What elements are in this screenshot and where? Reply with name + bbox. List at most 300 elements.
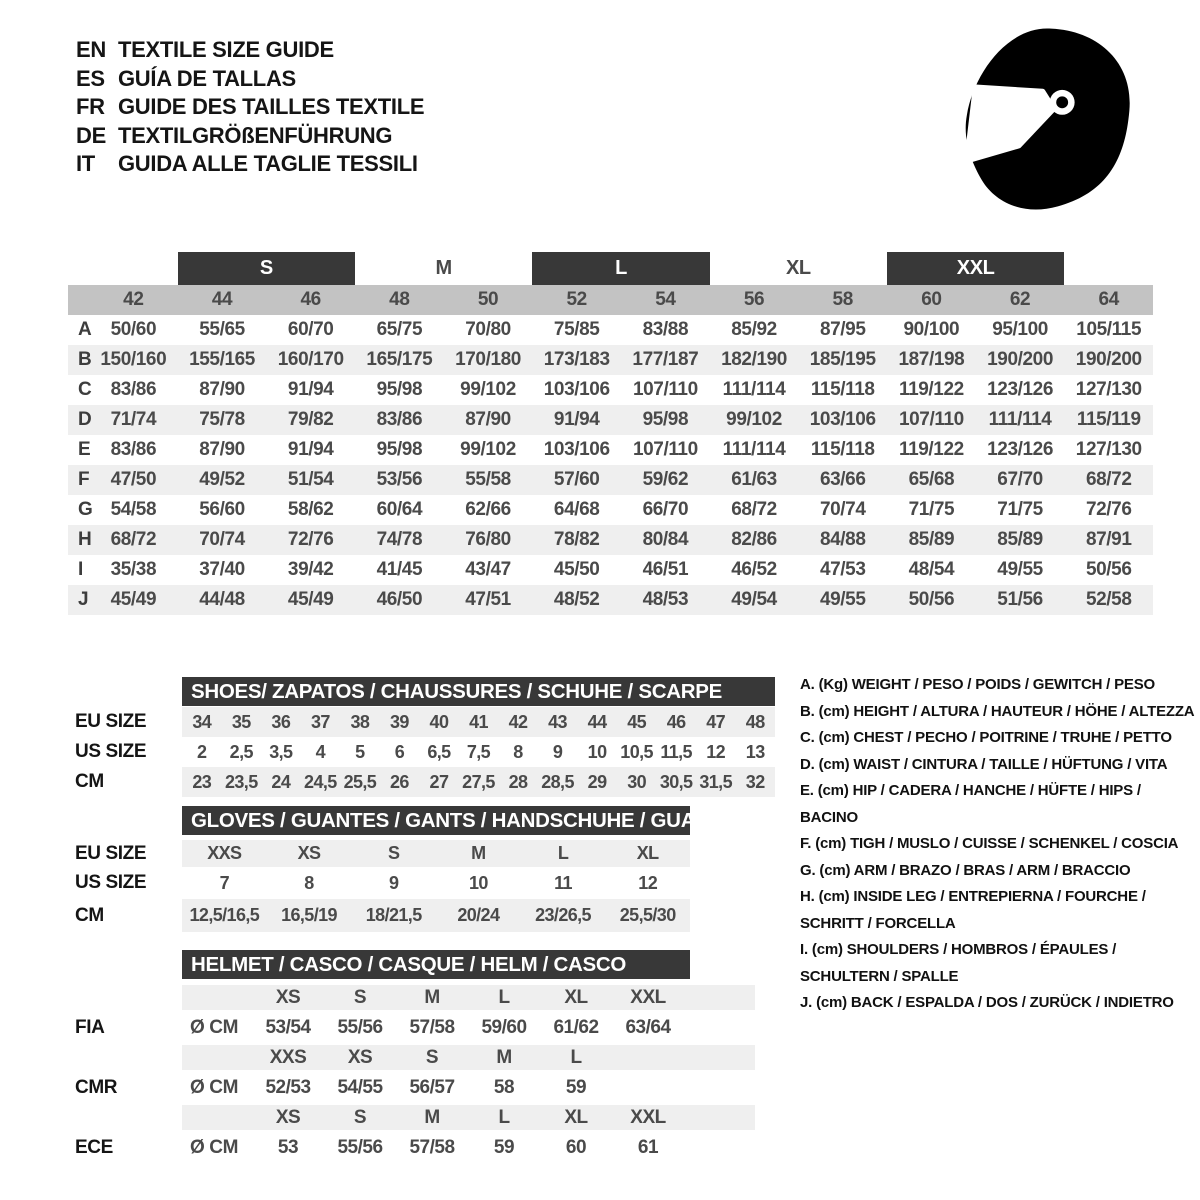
legend-item: D. (cm) WAIST / CINTURA / TAILLE / HÜFTUNG / VITA <box>800 755 1168 773</box>
size-cell: 37/40 <box>199 559 245 580</box>
unit-column-spacer <box>182 1045 252 1070</box>
size-cell: 43/47 <box>465 559 511 580</box>
size-cell: 160/170 <box>277 349 344 370</box>
value-cell: 37 <box>310 711 330 732</box>
size-cell: 80/84 <box>642 529 689 550</box>
value-cell: 23,5 <box>224 771 258 792</box>
size-cell: 190/200 <box>1075 349 1142 370</box>
size-column-header: 64 <box>1098 289 1119 310</box>
value-cell: 26 <box>390 771 409 792</box>
row-label: J <box>78 589 89 610</box>
language-title: TEXTILE SIZE GUIDE <box>118 37 334 62</box>
value-cell: XXS <box>207 843 242 863</box>
size-cell: 83/86 <box>110 379 157 400</box>
value-cell: S <box>387 843 400 863</box>
value-cell: 27 <box>429 771 449 792</box>
helmet-size-header: XS <box>347 1046 373 1068</box>
value-cell: 44 <box>587 711 607 732</box>
size-cell: 107/110 <box>632 439 698 460</box>
value-cell: 6,5 <box>427 741 451 762</box>
size-column-header: 62 <box>1009 289 1031 310</box>
size-group-xl: XL <box>785 257 811 279</box>
value-cell: 2,5 <box>229 741 253 762</box>
size-cell: 76/80 <box>465 529 511 550</box>
table-row <box>75 867 690 899</box>
value-cell: M <box>471 843 486 863</box>
value-cell: 10 <box>468 872 488 893</box>
helmet-size-header: M <box>424 986 440 1008</box>
values-strip <box>182 1130 755 1165</box>
size-cell: 66/70 <box>642 499 689 520</box>
value-cell: 48 <box>745 711 765 732</box>
helmet-size-header: L <box>498 1106 510 1128</box>
diameter-unit-label: Ø CM <box>190 1136 239 1158</box>
size-group-gap <box>1064 252 1153 285</box>
size-cell: 173/183 <box>543 349 610 370</box>
helmet-value-cell: 59/60 <box>481 1016 527 1038</box>
row-label: CM <box>75 904 104 926</box>
language-row <box>76 65 424 94</box>
size-cell: 52/58 <box>1085 589 1132 610</box>
size-cell: 71/75 <box>908 499 955 520</box>
unit-column-spacer <box>182 1105 252 1130</box>
value-cell: 43 <box>548 711 567 732</box>
helmet-size-header: S <box>425 1046 439 1068</box>
size-cell: 111/114 <box>722 439 786 460</box>
language-code: EN <box>76 37 106 62</box>
diameter-unit-label: Ø CM <box>190 1016 239 1038</box>
value-cell: 12 <box>638 872 658 893</box>
size-group-gap <box>89 252 178 285</box>
values-strip <box>182 1010 755 1045</box>
helmet-values-row <box>75 1130 755 1165</box>
size-cell: 84/88 <box>819 529 866 550</box>
size-cell: 45/49 <box>287 589 334 610</box>
size-cell: 119/122 <box>898 379 964 400</box>
helmet-value-cell: 60 <box>565 1136 587 1158</box>
value-cell: 3,5 <box>269 741 293 762</box>
helmet-value-cell: 53 <box>277 1136 299 1158</box>
size-column-header: 42 <box>123 289 144 310</box>
size-group-m: M <box>435 257 452 279</box>
language-code: DE <box>76 122 106 148</box>
size-cell: 50/56 <box>908 589 955 610</box>
size-cell: 105/115 <box>1076 319 1142 340</box>
value-cell: 13 <box>745 741 765 762</box>
language-title: GUÍA DE TALLAS <box>118 65 296 91</box>
size-cell: 53/56 <box>376 469 423 490</box>
measurement-legend <box>800 672 1200 1017</box>
row-label: CM <box>75 771 104 792</box>
size-cell: 123/126 <box>987 439 1053 460</box>
size-cell: 123/126 <box>987 379 1053 400</box>
size-cell: 46/51 <box>642 559 689 580</box>
legend-item: J. (cm) BACK / ESPALDA / DOS / ZURÜCK / INDIETRO <box>800 994 1174 1011</box>
value-cell: XS <box>297 843 321 863</box>
size-columns-band <box>68 285 1153 315</box>
value-cell: 6 <box>394 741 405 762</box>
sizes-strip <box>182 985 755 1010</box>
size-column-header: 60 <box>921 289 942 310</box>
size-cell: 50/56 <box>1085 559 1132 580</box>
table-row <box>75 767 775 797</box>
size-cell: 44/48 <box>199 589 245 610</box>
value-cell: 45 <box>627 711 647 732</box>
size-cell: 85/89 <box>997 529 1043 550</box>
values-strip <box>182 1070 755 1105</box>
size-cell: 74/78 <box>376 529 423 550</box>
standard-label-spacer <box>75 1105 182 1130</box>
language-header <box>76 36 424 179</box>
table-row <box>75 707 775 737</box>
sizes-strip <box>182 1045 755 1070</box>
value-cell: 11 <box>554 872 572 893</box>
helmet-value-cell: 55/56 <box>337 1016 383 1038</box>
size-table-row <box>68 375 1153 405</box>
helmet-size-header: S <box>353 1106 367 1128</box>
standard-label-ece: ECE <box>75 1136 113 1158</box>
size-cell: 99/102 <box>460 379 516 400</box>
size-cell: 107/110 <box>898 409 964 430</box>
value-cell: 25,5 <box>343 771 377 792</box>
helmet-size-header: XXS <box>269 1046 307 1068</box>
size-table-row <box>68 405 1153 435</box>
unit-column-spacer <box>182 985 252 1010</box>
size-cell: 72/76 <box>1085 499 1132 520</box>
size-cell: 170/180 <box>455 349 521 370</box>
value-cell: 38 <box>350 711 370 732</box>
size-cell: 119/122 <box>898 439 964 460</box>
value-cell: 29 <box>587 771 607 792</box>
sizes-strip <box>182 1105 755 1130</box>
row-label: EU SIZE <box>75 711 147 732</box>
size-cell: 91/94 <box>287 439 334 460</box>
size-cell: 59/62 <box>642 469 689 490</box>
size-cell: 70/80 <box>465 319 511 340</box>
size-cell: 182/190 <box>721 349 787 370</box>
size-group-l: L <box>532 252 709 285</box>
size-column-header: 56 <box>743 289 765 310</box>
size-cell: 65/75 <box>376 319 423 340</box>
value-cell: 8 <box>513 741 523 762</box>
size-table-row <box>68 585 1153 615</box>
row-label: D <box>78 409 92 430</box>
helmet-size-header: L <box>498 986 510 1008</box>
size-cell: 87/90 <box>199 439 245 460</box>
value-cell: 47 <box>706 711 726 732</box>
size-cell: 87/91 <box>1085 529 1132 550</box>
size-cell: 48/52 <box>553 589 600 610</box>
legend-item: I. (cm) SHOULDERS / HOMBROS / ÉPAULES / SCHULTERN / SPALLE <box>800 941 1117 985</box>
value-cell: 42 <box>508 711 528 732</box>
size-cell: 95/98 <box>376 379 423 400</box>
helmet-size-header: XL <box>564 986 588 1008</box>
value-cell: 16,5/19 <box>281 905 337 925</box>
value-cell: L <box>557 843 569 863</box>
size-cell: 111/114 <box>988 409 1052 430</box>
size-column-header: 46 <box>300 289 321 310</box>
helmet-table <box>75 950 755 1165</box>
helmet-value-cell: 61/62 <box>553 1016 599 1038</box>
language-title: GUIDE DES TAILLES TEXTILE <box>118 94 425 119</box>
row-values <box>182 767 775 797</box>
row-values <box>182 899 690 932</box>
language-title: GUIDA ALLE TAGLIE TESSILI <box>118 151 418 176</box>
size-cell: 58/62 <box>287 499 334 520</box>
size-cell: 115/118 <box>810 379 875 400</box>
helmet-size-header: XS <box>275 986 301 1008</box>
size-cell: 68/72 <box>731 499 777 520</box>
size-cell: 47/51 <box>465 589 511 610</box>
size-cell: 39/42 <box>287 559 334 580</box>
row-label: F <box>78 469 90 490</box>
size-cell: 115/119 <box>1076 409 1141 430</box>
textile-size-table <box>68 252 1153 615</box>
size-cell: 115/118 <box>810 439 875 460</box>
size-cell: 46/50 <box>376 589 423 610</box>
size-cell: 103/106 <box>543 379 610 400</box>
size-cell: 83/86 <box>110 439 157 460</box>
table-row <box>75 737 775 767</box>
helmet-size-header: XS <box>275 1106 301 1128</box>
size-cell: 45/49 <box>110 589 157 610</box>
size-table-row <box>68 315 1153 345</box>
legend-item: G. (cm) ARM / BRAZO / BRAS / ARM / BRACCIO <box>800 861 1131 879</box>
helmet-values-row <box>75 1010 755 1045</box>
size-cell: 68/72 <box>1085 469 1132 490</box>
helmet-value-cell: 54/55 <box>337 1076 383 1098</box>
size-cell: 71/75 <box>997 499 1043 520</box>
table-row <box>75 840 690 867</box>
shoes-title-bar: SHOES/ ZAPATOS / CHAUSSURES / SCHUHE / SCARPE <box>182 677 775 706</box>
helmet-values-row <box>75 1070 755 1105</box>
size-column-header: 48 <box>389 289 410 310</box>
size-cell: 103/106 <box>543 439 610 460</box>
size-cell: 60/70 <box>287 319 334 340</box>
size-cell: 155/165 <box>189 349 255 370</box>
size-cell: 78/82 <box>553 529 600 550</box>
language-code: FR <box>76 94 105 119</box>
value-cell: 18/21,5 <box>365 905 422 925</box>
standard-label-spacer <box>75 1045 182 1070</box>
value-cell: 25,5/30 <box>619 905 676 925</box>
size-cell: 95/100 <box>992 319 1048 340</box>
value-cell: 7 <box>219 872 230 893</box>
language-code: ES <box>76 65 105 91</box>
size-cell: 111/114 <box>722 379 786 400</box>
size-cell: 64/68 <box>553 499 600 520</box>
helmet-value-cell: 63/64 <box>625 1016 671 1038</box>
size-cell: 45/50 <box>553 559 600 580</box>
size-cell: 190/200 <box>987 349 1053 370</box>
helmet-value-cell: 61 <box>637 1136 659 1158</box>
size-cell: 83/86 <box>376 409 423 430</box>
language-row <box>76 122 424 151</box>
helmet-size-header: L <box>570 1046 582 1068</box>
size-cell: 150/160 <box>100 349 167 370</box>
helmet-table-title-bar: HELMET / CASCO / CASQUE / HELM / CASCO <box>182 950 690 979</box>
value-cell: 28 <box>508 771 528 792</box>
row-label: EU SIZE <box>75 842 147 864</box>
value-cell: 7,5 <box>466 741 491 762</box>
row-label: A <box>78 319 92 340</box>
standard-label-spacer <box>75 985 182 1010</box>
size-cell: 71/74 <box>110 409 157 430</box>
size-cell: 47/53 <box>819 559 866 580</box>
size-cell: 51/56 <box>997 589 1043 610</box>
size-group-s: S <box>178 252 355 285</box>
table-row <box>75 899 690 932</box>
size-cell: 54/58 <box>110 499 157 520</box>
language-row <box>76 36 424 65</box>
value-cell: 34 <box>192 711 212 732</box>
size-cell: 103/106 <box>809 409 876 430</box>
value-cell: 12,5/16,5 <box>189 905 260 925</box>
size-cell: 75/78 <box>199 409 245 430</box>
size-cell: 47/50 <box>110 469 157 490</box>
size-cell: 49/55 <box>997 559 1043 580</box>
size-cell: 165/175 <box>366 349 433 370</box>
value-cell: 20/24 <box>457 905 500 925</box>
size-cell: 60/64 <box>376 499 423 520</box>
size-cell: 127/130 <box>1075 379 1142 400</box>
helmet-value-cell: 56/57 <box>409 1076 455 1098</box>
row-label: C <box>78 379 92 400</box>
language-row <box>76 150 424 179</box>
helmet-value-cell: 59 <box>493 1136 515 1158</box>
size-cell: 62/66 <box>465 499 511 520</box>
value-cell: 10,5 <box>620 741 653 762</box>
size-cell: 67/70 <box>997 469 1043 490</box>
value-cell: 27,5 <box>462 771 495 792</box>
size-cell: 65/68 <box>908 469 955 490</box>
row-label: US SIZE <box>75 872 147 893</box>
size-column-header: 52 <box>566 289 587 310</box>
shoes-table <box>75 677 775 797</box>
value-cell: 24,5 <box>304 771 337 792</box>
legend-item: E. (cm) HIP / CADERA / HANCHE / HÜFTE / HIPS / BACINO <box>800 782 1141 826</box>
legend-item: H. (cm) INSIDE LEG / ENTREPIERNA / FOURCHE / SCHRITT / FORCELLA <box>800 888 1146 932</box>
value-cell: 5 <box>355 741 365 762</box>
value-cell: 30 <box>627 771 647 792</box>
size-cell: 49/54 <box>731 589 777 610</box>
size-group-xxl: XXL <box>887 252 1064 285</box>
value-cell: 31,5 <box>699 771 732 792</box>
standard-label-fia: FIA <box>75 1016 105 1038</box>
value-cell: 36 <box>271 711 291 732</box>
gloves-title-bar: GLOVES / GUANTES / GANTS / HANDSCHUHE / GUANTI <box>182 806 690 835</box>
row-label: H <box>78 529 92 550</box>
size-cell: 50/60 <box>110 319 157 340</box>
helmet-size-header: S <box>353 986 367 1008</box>
size-cell: 70/74 <box>819 499 866 520</box>
size-table-row <box>68 525 1153 555</box>
row-label: US SIZE <box>75 741 147 762</box>
size-cell: 75/85 <box>553 319 600 340</box>
helmet-size-header: XXL <box>630 1106 666 1128</box>
row-values <box>182 737 775 767</box>
size-cell: 51/54 <box>287 469 334 490</box>
value-cell: 41 <box>469 711 488 732</box>
row-label: G <box>78 499 93 520</box>
value-cell: 12 <box>706 741 726 762</box>
label-column-spacer <box>68 252 89 285</box>
size-column-header: 54 <box>655 289 676 310</box>
size-table-row <box>68 465 1153 495</box>
language-row <box>76 93 424 122</box>
size-cell: 107/110 <box>632 379 698 400</box>
helmet-value-cell: 58 <box>493 1076 515 1098</box>
size-cell: 185/195 <box>809 349 876 370</box>
row-values <box>182 840 690 867</box>
row-label: I <box>78 559 83 580</box>
size-cell: 83/88 <box>642 319 689 340</box>
size-cell: 99/102 <box>460 439 516 460</box>
value-cell: 30,5 <box>659 771 693 792</box>
helmet-value-cell: 55/56 <box>337 1136 383 1158</box>
racing-helmet-icon <box>950 20 1170 215</box>
helmet-size-header: XL <box>564 1106 588 1128</box>
size-cell: 87/90 <box>199 379 245 400</box>
helmet-size-header: M <box>496 1046 512 1068</box>
size-cell: 49/52 <box>199 469 245 490</box>
legend-item: B. (cm) HEIGHT / ALTURA / HAUTEUR / HÖHE / ALTEZZA <box>800 702 1195 720</box>
helmet-size-header: M <box>424 1106 440 1128</box>
size-column-header: 44 <box>211 289 233 310</box>
helmet-value-cell: 57/58 <box>409 1016 455 1038</box>
size-cell: 95/98 <box>376 439 423 460</box>
size-cell: 85/92 <box>731 319 777 340</box>
size-cell: 68/72 <box>110 529 157 550</box>
size-cell: 55/58 <box>465 469 511 490</box>
value-cell: 4 <box>315 741 326 762</box>
value-cell: 28,5 <box>541 771 574 792</box>
diameter-unit-label: Ø CM <box>190 1076 239 1098</box>
size-table-row <box>68 345 1153 375</box>
size-cell: 90/100 <box>903 319 960 340</box>
value-cell: 2 <box>197 741 207 762</box>
helmet-value-cell: 52/53 <box>265 1076 311 1098</box>
helmet-sizes-row <box>75 985 755 1010</box>
size-cell: 72/76 <box>287 529 334 550</box>
value-cell: 9 <box>552 741 563 762</box>
size-cell: 85/89 <box>908 529 955 550</box>
row-label: B <box>78 349 92 370</box>
size-cell: 82/86 <box>731 529 777 550</box>
value-cell: 9 <box>388 872 399 893</box>
helmet-value-cell: 59 <box>565 1076 587 1098</box>
row-values <box>182 867 690 899</box>
size-cell: 127/130 <box>1075 439 1142 460</box>
helmet-size-header: XXL <box>630 986 666 1008</box>
size-cell: 56/60 <box>199 499 245 520</box>
size-table-row <box>68 555 1153 585</box>
value-cell: 39 <box>390 711 409 732</box>
size-table-row <box>68 495 1153 525</box>
helmet-value-cell: 53/54 <box>265 1016 311 1038</box>
value-cell: 32 <box>745 771 765 792</box>
standard-label-cmr: CMR <box>75 1076 118 1098</box>
size-cell: 35/38 <box>110 559 157 580</box>
language-title: TEXTILGRÖßENFÜHRUNG <box>118 122 393 148</box>
value-cell: 11,5 <box>660 741 692 762</box>
size-cell: 70/74 <box>199 529 245 550</box>
legend-item: F. (cm) TIGH / MUSLO / CUISSE / SCHENKEL / COSCIA <box>800 835 1179 852</box>
helmet-sizes-row <box>75 1105 755 1130</box>
legend-item: C. (cm) CHEST / PECHO / POITRINE / TRUHE / PETTO <box>800 729 1172 746</box>
size-cell: 99/102 <box>726 409 782 430</box>
value-cell: 8 <box>304 872 314 893</box>
